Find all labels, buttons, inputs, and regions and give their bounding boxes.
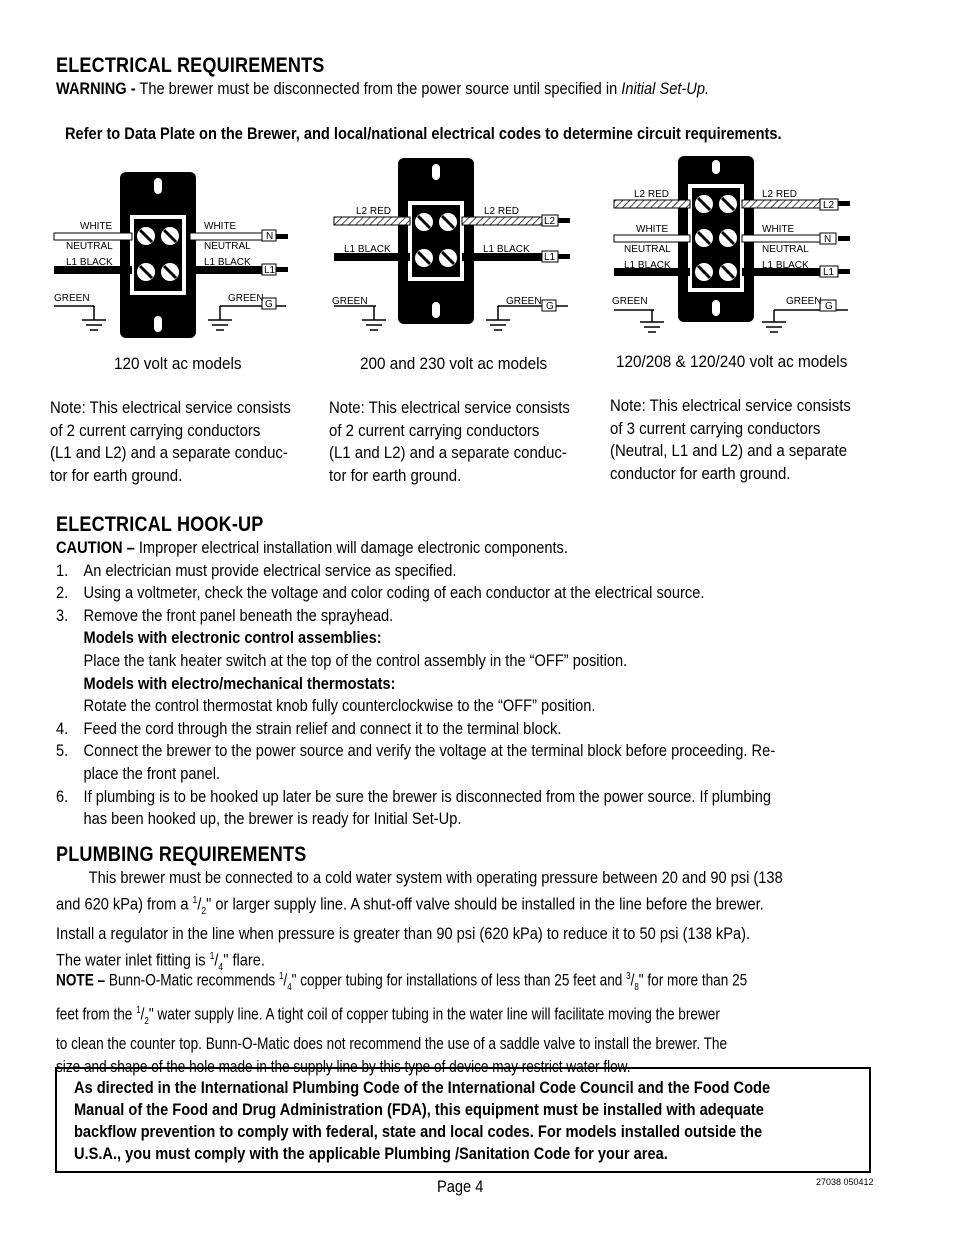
label-green-left: GREEN [54,293,90,304]
step-text: Connect the brewer to the power source and verify the voltage at the terminal block before proceeding. Re- [83,741,776,761]
step-number: 5. [56,741,69,761]
note-line: (Neutral, L1 and L2) and a separate [610,441,848,460]
step-text: If plumbing is to be hooked up later be sure the brewer is disconnected from the power source. If plumbing [83,786,772,806]
fraction-denominator: 2 [201,905,207,917]
fraction-denominator: 2 [144,1015,149,1027]
tag-l2: L2 [823,200,835,211]
note-line: Note: This electrical service consists [329,398,570,417]
refer-data-plate: Refer to Data Plate on the Brewer, and local/national electrical codes to determine circuit requirements. [65,124,782,143]
label-l2-left: L2 RED [634,189,670,200]
label-green-left: GREEN [612,296,648,307]
fraction-numerator: 1 [278,971,284,982]
label-white-left: WHITE [636,224,669,235]
step-text-cont: has been hooked up, the brewer is ready for Initial Set-Up. [83,809,462,829]
backflow-notice-text [74,1077,770,1165]
text: The water inlet fitting is [56,950,210,970]
para-line: NOTE – Bunn-O-Matic recommends $^1/_4$" copper tubing for installations of less than 25 feet and $^3/_8$" for more than 25 [56,970,748,994]
electrical-hookup-heading: ELECTRICAL HOOK-UP [56,513,264,536]
plumbing-paragraph [56,867,783,979]
label-neutral-right: NEUTRAL [762,244,809,255]
label-l1-right: L1 BLACK [204,257,251,268]
tag-n: N [266,231,274,242]
tag-l1: L1 [264,265,276,276]
note-line: of 2 current carrying conductors [50,420,261,440]
note-line: tor for earth ground. [50,465,183,485]
label-l1-right: L1 BLACK [483,244,530,255]
label-l2-left: L2 RED [356,206,392,217]
text: " or larger supply line. A shut-off valve should be installed in the line before the brewer. [206,894,764,914]
label-l1-left: L1 BLACK [344,244,391,255]
warning-line [56,79,709,99]
plumbing-note [56,966,747,1078]
para-line: and 620 kPa) from a $^1/_2$" or larger supply line. A shut-off valve should be installed in the line before the brewer. [56,894,764,917]
note-line: Note: This electrical service consists [610,396,851,415]
para-line: The water inlet fitting is $^1/_4$" flare. [56,950,265,973]
tag-l2: L2 [544,216,556,227]
label-green-left: GREEN [332,296,368,307]
note-line: of 2 current carrying conductors [329,420,540,440]
step-text-cont: place the front panel. [83,763,221,783]
tag-l1: L1 [823,267,835,278]
subtext-thermostat: Rotate the control thermostat knob fully counterclockwise to the “OFF” position. [83,696,596,716]
step-text: An electrician must provide electrical service as specified. [83,560,457,580]
text: feet from the [56,1004,137,1024]
caption-120v: 120 volt ac models [114,354,242,373]
list-item [56,605,775,628]
caption-120-208-240v: 120/208 & 120/240 volt ac models [616,352,848,371]
tag-g: G [825,301,833,312]
fraction-denominator: 4 [287,982,292,994]
fraction-numerator: 1 [136,1004,141,1016]
step-number: 6. [56,786,69,806]
label-green-right: GREEN [506,296,542,307]
tag-l1: L1 [544,252,556,263]
label-l2-right: L2 RED [484,206,520,217]
fraction-numerator: 3 [626,971,631,982]
label-l1-left: L1 BLACK [624,260,671,271]
para-line: size and shape of the hole made in the supply line by this type of device may restrict water flow. [56,1056,631,1076]
para-line: to clean the counter top. Bunn-O-Matic does not recommend the use of a saddle valve to install the brewer. The [56,1034,728,1054]
list-item [56,718,775,741]
caption-200-230v: 200 and 230 volt ac models [360,354,548,373]
note-label: NOTE – [56,970,106,990]
list-item [56,560,775,583]
label-neutral-left: NEUTRAL [66,241,113,252]
note-200-230v [329,397,570,487]
step-number: 3. [56,605,69,625]
label-white-right: WHITE [762,224,795,235]
list-item [56,786,775,809]
note-line: Note: This electrical service consists [50,398,291,417]
label-green-right: GREEN [228,293,264,304]
electrical-requirements-heading: ELECTRICAL REQUIREMENTS [56,54,325,77]
subtext-electronic: Place the tank heater switch at the top of the control assembly in the “OFF” position. [83,650,628,670]
box-line: As directed in the International Plumbing Code of the International Code Council and the Food Code [74,1078,771,1097]
note-line: (L1 and L2) and a separate conduc- [50,443,288,462]
tag-g: G [265,299,273,310]
text: " copper tubing for installations of less than 25 feet and [291,970,627,990]
fraction-numerator: 1 [209,950,215,962]
label-l1-left: L1 BLACK [66,257,113,268]
text: and 620 kPa) from a [56,894,193,914]
page-number: Page 4 [437,1177,484,1196]
caution-label: CAUTION – [56,538,135,557]
box-line: U.S.A., you must comply with the applicable Plumbing /Sanitation Code for your area. [74,1144,668,1163]
hookup-list [56,537,775,831]
plumbing-requirements-heading: PLUMBING REQUIREMENTS [56,843,307,866]
label-white-left: WHITE [80,221,113,232]
para-line: This brewer must be connected to a cold water system with operating pressure between 20 and 90 psi (138 [88,868,783,887]
warning-label: WARNING - [56,79,136,98]
note-120v [50,397,291,487]
box-line: backflow prevention to comply with federal, state and local codes. For models installed outside the [74,1122,763,1141]
note-line: of 3 current carrying conductors [610,418,821,438]
label-white-right: WHITE [204,221,237,232]
fraction-numerator: 1 [192,894,198,906]
tag-g: G [546,301,554,312]
caution-line [56,537,775,560]
note-line: (L1 and L2) and a separate conduc- [329,443,567,462]
para-line: Install a regulator in the line when pressure is greater than 90 psi (620 kPa) to reduce it to 50 psi (138 kPa). [56,924,751,944]
label-green-right: GREEN [786,296,822,307]
document-code: 27038 050412 [816,1177,874,1187]
para-line: feet from the $^1/_2$" water supply line. A tight coil of copper tubing in the water line will facilitate moving the brewer [56,1004,720,1027]
fraction-denominator: 8 [634,982,639,994]
step-text: Feed the cord through the strain relief and connect it to the terminal block. [83,718,562,738]
list-item [56,740,775,763]
note-line: conductor for earth ground. [610,463,791,483]
note-120-208-240v [610,395,851,485]
label-l1-right: L1 BLACK [762,260,809,271]
step-text: Remove the front panel beneath the sprayhead. [83,605,394,625]
text: " flare. [223,950,265,970]
step-number: 2. [56,583,69,603]
step-number: 4. [56,718,69,738]
text: " water supply line. A tight coil of copper tubing in the water line will facilitate moving the brewer [148,1004,720,1024]
tag-n: N [824,234,832,245]
text: " for more than 25 [638,970,748,990]
label-neutral-left: NEUTRAL [624,244,671,255]
fraction-denominator: 4 [218,961,224,973]
warning-emphasis: Initial Set-Up. [621,79,710,98]
box-line: Manual of the Food and Drug Administration (FDA), this equipment must be installed with adequate [74,1100,764,1119]
list-item [56,582,775,605]
step-number: 1. [56,560,69,580]
warning-text: The brewer must be disconnected from the power source until specified in [135,79,622,98]
subheading-thermostat: Models with electro/mechanical thermostats: [83,673,396,693]
label-l2-right: L2 RED [762,189,798,200]
subheading-electronic: Models with electronic control assemblies: [83,628,382,648]
note-line: tor for earth ground. [329,465,462,485]
caution-text: Improper electrical installation will damage electronic components. [134,538,568,557]
label-neutral-right: NEUTRAL [204,241,251,252]
wiring-diagram-120v [50,170,330,340]
step-text: Using a voltmeter, check the voltage and color coding of each conductor at the electrical source. [83,583,705,603]
text: Bunn-O-Matic recommends [105,970,279,990]
